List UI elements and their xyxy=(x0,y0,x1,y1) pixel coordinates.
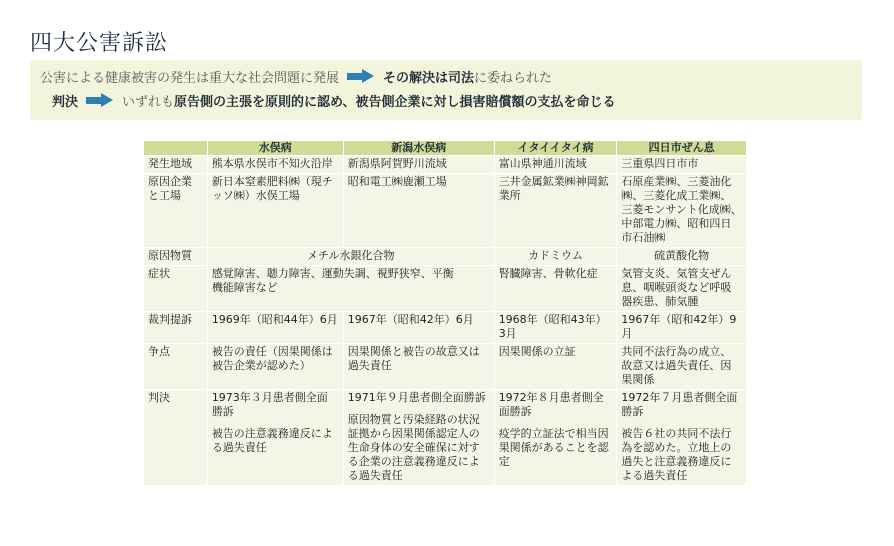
table-cell: 共同不法行為の成立、故意又は過失責任、因果関係 xyxy=(617,344,747,390)
symptoms-text: 感覚障害、聴力障害、運動失調、視野狭窄、平衡機能障害など xyxy=(211,267,454,294)
column-header: 新潟水俣病 xyxy=(343,141,494,156)
row-label: 判決 xyxy=(144,390,208,486)
table-row xyxy=(144,174,747,248)
arrow-right-icon xyxy=(86,93,114,107)
row-label: 争点 xyxy=(144,344,208,390)
verdict-result: 1973年３月患者側全面勝訴 xyxy=(211,391,328,418)
table-cell: 新日本窒素肥料㈱（現チッソ㈱）水俣工場 xyxy=(207,174,343,248)
table-row xyxy=(144,390,747,486)
table-row xyxy=(144,248,747,266)
table-cell: 昭和電工㈱鹿瀬工場 xyxy=(343,174,494,248)
verdict-result: 1972年８月患者側全面勝訴 xyxy=(498,391,604,418)
verdict-reason: 原因物質と汚染経路の状況証拠から因果関係認定人の生命身体の安全確保に対する企業の注意義務違反による過失責任 xyxy=(347,413,480,482)
summary-line-2 xyxy=(52,89,616,111)
verdict-label: 判決 xyxy=(52,94,79,110)
column-header: 四日市ぜん息 xyxy=(617,141,747,156)
table-cell: 1967年（昭和42年）6月 xyxy=(343,312,494,344)
row-label: 発生地域 xyxy=(144,156,208,174)
table-cell: 石原産業㈱、三菱油化㈱、三菱化成工業㈱、三菱モンサント化成㈱、中部電力㈱、昭和四日市石油㈱ xyxy=(617,174,747,248)
four-major-pollution-cases-table xyxy=(143,140,747,486)
table-cell: カドミウム xyxy=(494,248,617,266)
row-label: 裁判提訴 xyxy=(144,312,208,344)
table-cell xyxy=(494,390,617,486)
table-cell: 被告の責任（因果関係は被告企業が認めた） xyxy=(207,344,343,390)
table-row xyxy=(144,312,747,344)
table-cell: 1968年（昭和43年）3月 xyxy=(494,312,617,344)
table-cell: 硫黄酸化物 xyxy=(617,248,747,266)
table-cell xyxy=(343,390,494,486)
spacer xyxy=(499,419,613,427)
summary-text: 公害による健康被害の発生は重大な社会問題に発展 xyxy=(40,70,340,86)
arrow-right-icon xyxy=(347,69,375,83)
table-cell: 熊本県水俣市不知火沿岸 xyxy=(207,156,343,174)
table-cell: 三重県四日市市 xyxy=(617,156,747,174)
table-row xyxy=(144,344,747,390)
table-cell: 1969年（昭和44年）6月 xyxy=(207,312,343,344)
summary-text: いずれも xyxy=(122,94,175,110)
verdict-reason: 被告６社の共同不法行為を認めた。立地上の過失と注意義務違反による過失責任 xyxy=(621,427,732,482)
summary-emphasis: 原告側の主張を原則的に認め、被告側企業に対し損害賠償額の支払を命じる xyxy=(174,94,616,110)
column-header xyxy=(144,141,208,156)
table-cell: 1967年（昭和42年）9月 xyxy=(617,312,747,344)
table-cell: 腎臓障害、骨軟化症 xyxy=(494,266,617,312)
table-row xyxy=(144,266,747,312)
row-label: 原因企業と工場 xyxy=(144,174,208,248)
row-label: 原因物質 xyxy=(144,248,208,266)
spacer xyxy=(212,419,339,427)
table-cell: 気管支炎、気管支ぜん息、咽喉頭炎など呼吸器疾患、肺気腫 xyxy=(617,266,747,312)
row-label: 症状 xyxy=(144,266,208,312)
verdict-result: 1972年７月患者側全面勝訴 xyxy=(621,391,738,418)
table-cell xyxy=(207,390,343,486)
table-row xyxy=(144,156,747,174)
page-title: 四大公害訴訟 xyxy=(30,31,169,56)
spacer xyxy=(348,405,490,413)
table-cell: 因果関係と被告の故意又は過失責任 xyxy=(343,344,494,390)
table-cell: 新潟県阿賀野川流域 xyxy=(343,156,494,174)
table-header-row xyxy=(144,141,747,156)
verdict-reason: 被告の注意義務違反による過失責任 xyxy=(211,427,333,454)
summary-emphasis: その解決は司法 xyxy=(383,70,475,86)
table-cell: メチル水銀化合物 xyxy=(207,248,494,266)
table-cell xyxy=(207,266,494,312)
verdict-result: 1971年９月患者側全面勝訴 xyxy=(347,391,486,404)
column-header: 水俣病 xyxy=(207,141,343,156)
table-cell: 三井金属鉱業㈱神岡鉱業所 xyxy=(494,174,617,248)
summary-box xyxy=(30,60,862,120)
table-cell: 富山県神通川流域 xyxy=(494,156,617,174)
column-header: イタイイタイ病 xyxy=(494,141,617,156)
table-cell: 因果関係の立証 xyxy=(494,344,617,390)
summary-line-1 xyxy=(40,65,552,87)
spacer xyxy=(621,419,742,427)
table-cell xyxy=(617,390,747,486)
summary-text: に委ねられた xyxy=(474,70,553,86)
verdict-reason: 疫学的立証法で相当因果関係があることを認定 xyxy=(498,427,609,468)
